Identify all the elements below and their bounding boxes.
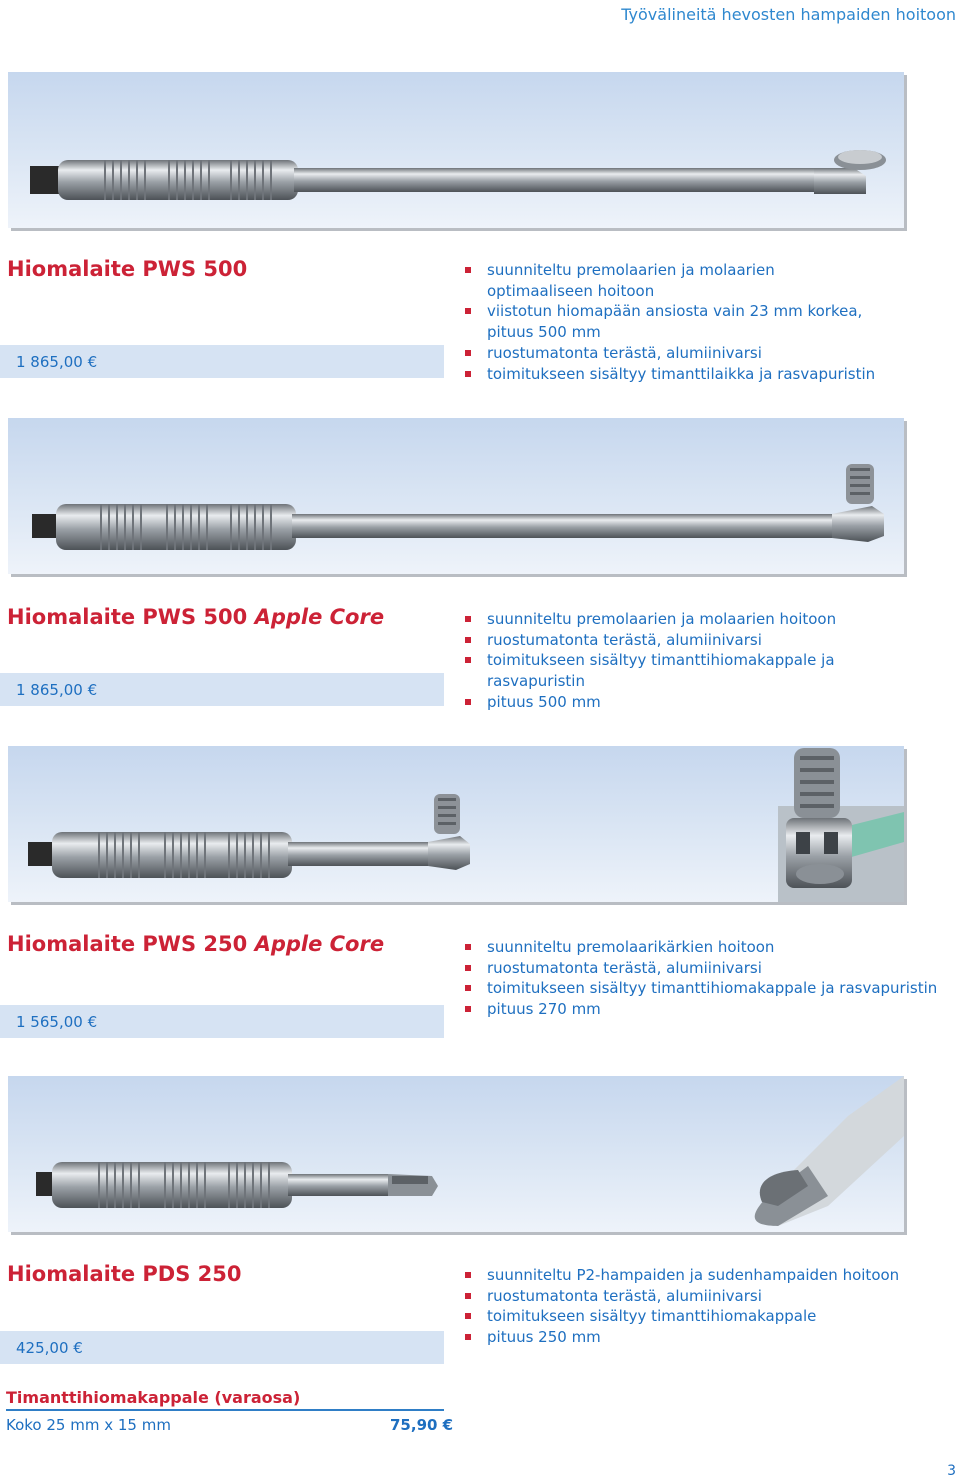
price: 1 865,00 €: [16, 681, 98, 699]
list-item: ruostumatonta terästä, alumiinivarsi: [465, 1286, 899, 1307]
bullet-icon: [465, 1272, 471, 1278]
list-item: pituus 250 mm: [465, 1327, 899, 1348]
list-item: pituus 500 mm: [465, 692, 836, 713]
list-item: suunniteltu premolaarien ja molaarien: [465, 260, 875, 281]
list-item: viistotun hiomapään ansiosta vain 23 mm korkea,: [465, 301, 875, 322]
list-item: toimitukseen sisältyy timanttihiomakappale ja rasvapuristin: [465, 978, 937, 999]
list-item: suunniteltu premolaarien ja molaarien hoitoon: [465, 609, 836, 630]
bullet-icon: [465, 1293, 471, 1299]
bullet-icon: [465, 1006, 471, 1012]
feature-list: [465, 609, 836, 713]
price-bar: [0, 1331, 444, 1364]
feature-list: [465, 260, 875, 384]
product-photo-pws250-apple-core: [8, 746, 904, 902]
bullet-icon: [465, 944, 471, 950]
bullet-icon: [465, 308, 471, 314]
bullet-icon: [465, 637, 471, 643]
bullet-icon: [465, 350, 471, 356]
bullet-icon: [465, 1313, 471, 1319]
product-title: Hiomalaite PDS 250: [7, 1262, 242, 1286]
list-item: pituus 500 mm: [487, 323, 601, 342]
price-bar: [0, 673, 444, 706]
product-title: Hiomalaite PWS 250 Apple Core: [7, 932, 385, 956]
price: 425,00 €: [16, 1339, 83, 1357]
spare-part-title: Timanttihiomakappale (varaosa): [6, 1388, 301, 1407]
bullet-icon: [465, 1334, 471, 1340]
list-item: suunniteltu P2-hampaiden ja sudenhampaiden hoitoon: [465, 1265, 899, 1286]
product-photo-pds250: [8, 1076, 904, 1232]
product-title: Hiomalaite PWS 500 Apple Core: [7, 605, 385, 629]
list-item: ruostumatonta terästä, alumiinivarsi: [465, 343, 875, 364]
spare-part-size: Koko 25 mm x 15 mm: [6, 1416, 171, 1434]
list-item: ruostumatonta terästä, alumiinivarsi: [465, 630, 836, 651]
feature-list: [465, 1265, 899, 1348]
list-item: toimitukseen sisältyy timanttihiomakappale: [465, 1306, 899, 1327]
bullet-icon: [465, 965, 471, 971]
page-number: 3: [947, 1463, 956, 1479]
list-item: ruostumatonta terästä, alumiinivarsi: [465, 958, 937, 979]
bullet-icon: [465, 371, 471, 377]
divider: [6, 1409, 444, 1411]
price-bar: [0, 345, 444, 378]
bullet-icon: [465, 267, 471, 273]
bullet-icon: [465, 616, 471, 622]
list-item: rasvapuristin: [487, 672, 585, 691]
list-item: pituus 270 mm: [465, 999, 937, 1020]
list-item: suunniteltu premolaarikärkien hoitoon: [465, 937, 937, 958]
spare-part-price: 75,90 €: [390, 1416, 454, 1434]
feature-list: [465, 937, 937, 1020]
price: 1 565,00 €: [16, 1013, 98, 1031]
product-title: Hiomalaite PWS 500: [7, 257, 248, 281]
product-photo-pws500: [8, 72, 904, 228]
list-item: optimaaliseen hoitoon: [487, 281, 655, 300]
product-photo-pws500-apple-core: [8, 418, 904, 574]
price: 1 865,00 €: [16, 353, 98, 371]
bullet-icon: [465, 657, 471, 663]
header-title: Työvälineitä hevosten hampaiden hoitoon: [621, 5, 956, 24]
list-item: toimitukseen sisältyy timanttihiomakappale ja: [465, 650, 836, 671]
bullet-icon: [465, 699, 471, 705]
list-item: toimitukseen sisältyy timanttilaikka ja rasvapuristin: [465, 364, 875, 385]
bullet-icon: [465, 985, 471, 991]
price-bar: [0, 1005, 444, 1038]
